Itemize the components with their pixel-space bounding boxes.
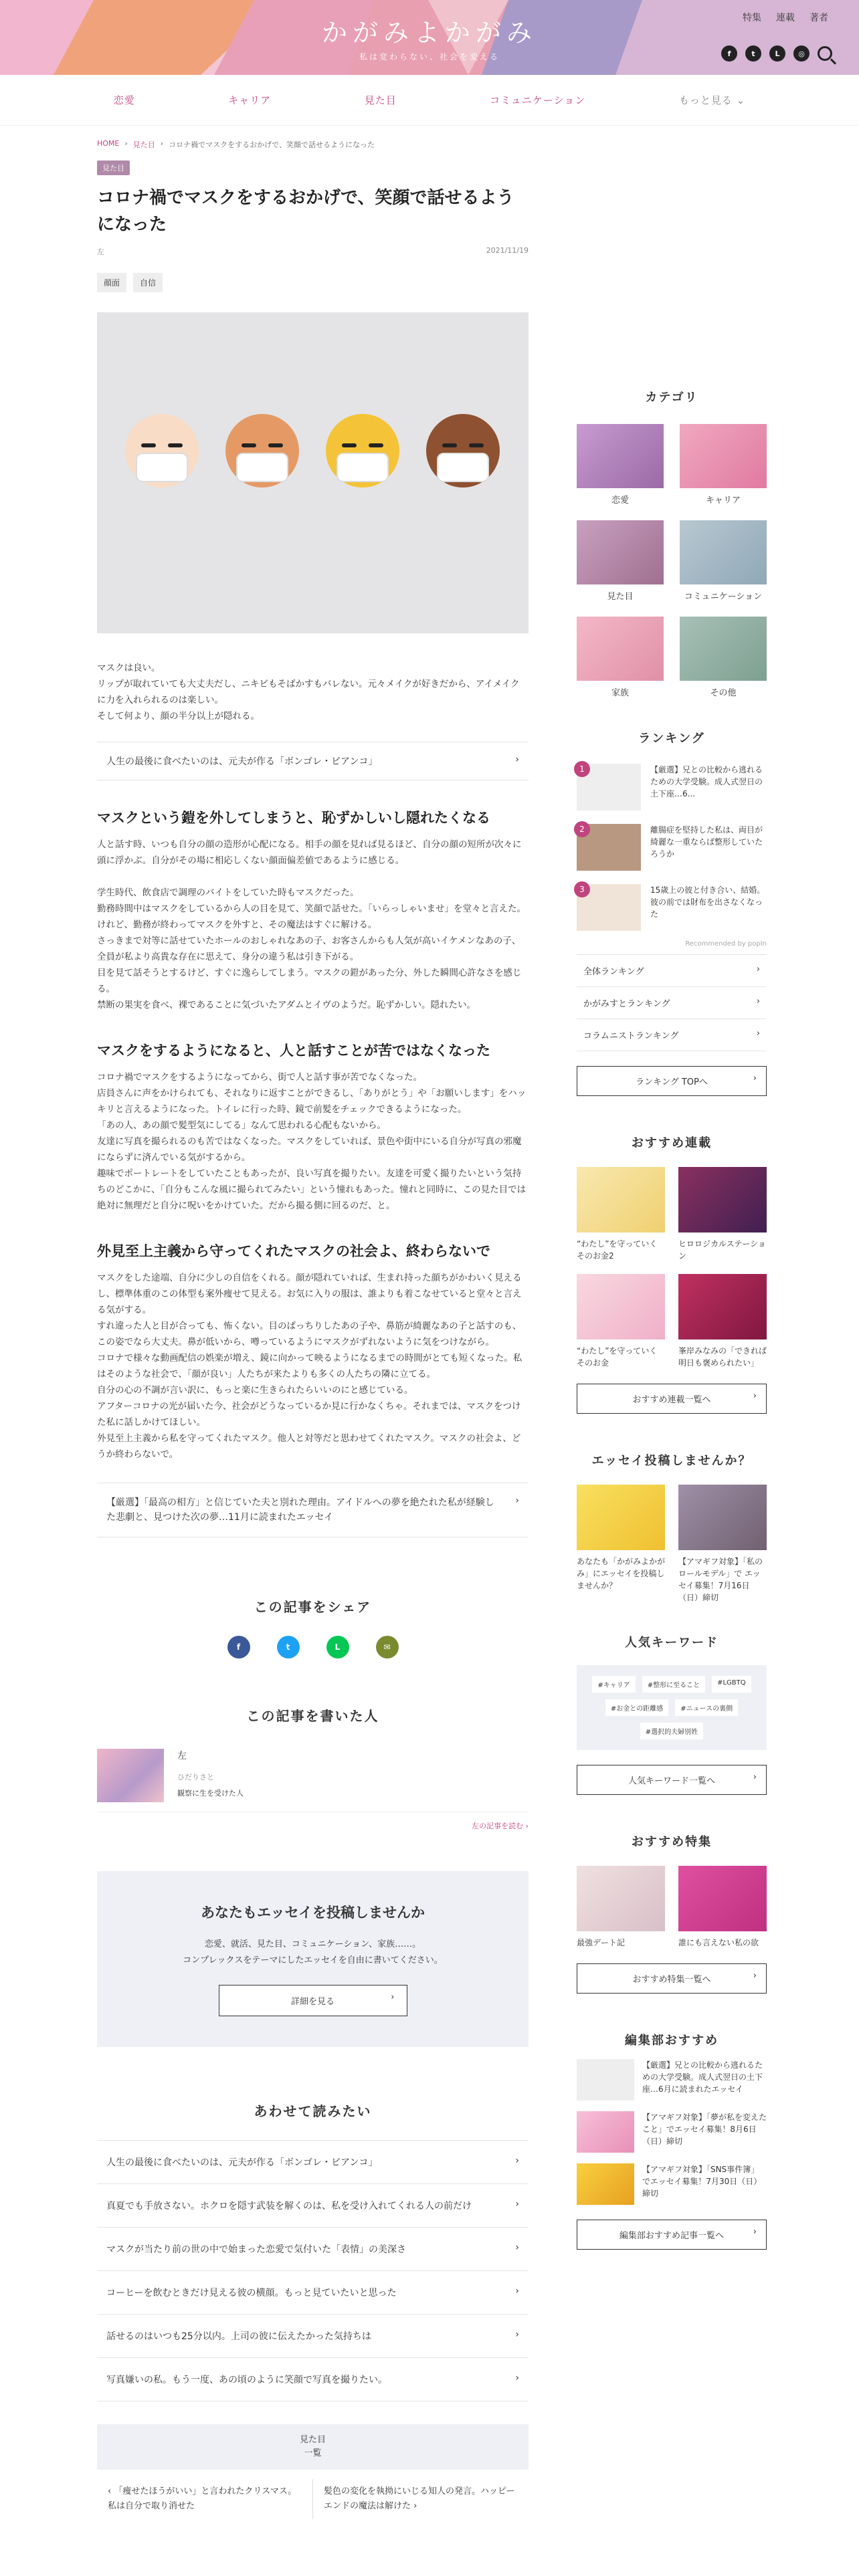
sidebar-category-love[interactable] <box>577 424 664 507</box>
paragraph: 「あの人、あの顔で髪型気にしてる」なんて思われる心配もないから。 <box>97 1120 386 1131</box>
face-illustration <box>125 414 199 488</box>
author-section-title: この記事を書いた人 <box>246 1708 379 1724</box>
article-author[interactable]: 左 <box>97 247 104 256</box>
ranking-link-all[interactable] <box>577 954 767 987</box>
inline-link-text: 【厳選】「最高の相方」と信じていた夫と別れた理由。アイドルへの夢を絶たれた私が経験した悲劇と、見つけた次の夢…11月に読まれたエッセイ <box>106 1497 494 1523</box>
category-label: コミュニケーション <box>684 592 763 602</box>
cta-details-button[interactable]: 詳細を見る › <box>219 1985 407 2016</box>
chevron-right-icon: › <box>515 2329 519 2340</box>
breadcrumb-current: コロナ禍でマスクをするおかげで、笑顔で話せるようになった <box>169 140 375 149</box>
category-label: 恋愛 <box>611 496 629 506</box>
essay-card[interactable] <box>577 1485 665 1604</box>
related-item-label: マスクが当たり前の世の中で始まった恋愛で気付いた「表情」の美深さ <box>106 2244 406 2255</box>
essay-card-label: あなたも「かがみよかがみ」にエッセイを投稿しませんか？ <box>577 1557 666 1590</box>
related-item[interactable] <box>97 2271 529 2315</box>
sidebar-category-communication[interactable] <box>680 520 767 603</box>
related-item-label: コーヒーを飲むときだけ見える彼の横顔。もっと見ていたいと思った <box>106 2288 397 2298</box>
catnav-label: 見た目 <box>299 2435 326 2445</box>
keywords-list-button[interactable]: 人気キーワード一覧へ › <box>577 1765 767 1795</box>
sidebar-category-other[interactable] <box>680 617 767 700</box>
intro-text <box>97 660 529 724</box>
chevron-right-icon: › <box>515 2155 519 2166</box>
editor-pick-label: 【アマギフ対象】「SNS事件簿」でエッセイ募集！7月30日（日）締切 <box>642 2165 762 2198</box>
cta-text <box>124 1937 502 1969</box>
sidebar-keywords-title: 人気キーワード <box>625 1636 719 1650</box>
feature-card[interactable] <box>678 1866 767 1949</box>
sidebar-essay-title: エッセイ投稿しませんか？ <box>591 1454 752 1468</box>
keyword-tag[interactable]: 自信 <box>133 273 163 292</box>
related-item[interactable] <box>97 2358 529 2401</box>
paragraph: 店員さんに声をかけられても、それなりに返すことができるし、「ありがとう」や「お願いします」をハッキリと言えるようになった。トイレに行った時、鏡で前髪をチェックできるようになった。 <box>97 1088 527 1115</box>
author-more-link[interactable]: 左の記事を読む › <box>472 1822 529 1830</box>
cta-title: あなたもエッセイを投稿しませんか <box>201 1905 425 1921</box>
related-item-label: 話せるのはいつも25分以内。上司の彼に伝えたかった気持ちは <box>106 2331 371 2342</box>
ranking-link-label: かがみすとランキング <box>583 999 670 1009</box>
intro-line: マスクは良い。 <box>97 663 161 673</box>
keyword-tag[interactable]: #ニュースの裏側 <box>675 1699 738 1716</box>
keyword-tag[interactable]: #お金との距離感 <box>605 1699 668 1716</box>
next-article-label: 髪色の変化を執拗にいじる知人の発言。ハッピーエンドの魔法は解けた <box>324 2486 515 2511</box>
prev-article-link[interactable]: ‹ 「痩せたほうがいい」と言われたクリスマス。私は自分で取り消せた <box>97 2479 313 2519</box>
author-kana: ひだりさと <box>177 1773 214 1782</box>
cta-line: 恋愛、就活、見た目、コミュニケーション、家族……。 <box>204 1939 421 1949</box>
keyword-cloud <box>577 1665 767 1750</box>
sidebar-series-title: おすすめ連載 <box>631 1136 712 1150</box>
section-heading: 外見至上主義から守ってくれたマスクの社会よ、終わらないで <box>97 1243 490 1259</box>
series-card[interactable] <box>577 1167 665 1262</box>
editor-pick-label: 【アマギフ対象】「夢が私を変えたこと」でエッセイ募集！8月6日（日）締切 <box>642 2113 767 2146</box>
inline-link-text: 人生の最後に食べたいのは、元夫が作る「ボンゴレ・ビアンコ」 <box>106 756 378 767</box>
ranking-link-label: 全体ランキング <box>583 967 644 977</box>
ranking-item[interactable] <box>577 757 767 817</box>
section-heading: マスクという鎧を外してしまうと、恥ずかしいし隠れたくなる <box>97 810 490 826</box>
section-text <box>97 837 529 1013</box>
site-tagline: 私は変わらない、社会を変える <box>359 52 500 62</box>
paragraph: 友達に写真を撮られるのも苦ではなくなった。マスクをしていれば、景色や街中にいる自分が写真の邪魔にならずに済んでいる気がするから。 <box>97 1136 522 1163</box>
nav-more-label: もっと見る <box>678 94 733 106</box>
series-card[interactable] <box>678 1167 767 1262</box>
article-meta <box>97 246 529 257</box>
series-card[interactable] <box>577 1274 665 1369</box>
related-item-label: 人生の最後に食べたいのは、元夫が作る「ボンゴレ・ビアンコ」 <box>106 2157 378 2168</box>
catnav-label: 一覧 <box>304 2448 322 2458</box>
essay-card-label: 【アマギフ対象】「私のロールモデル」で エッセイ募集！7月16日（日）締切 <box>678 1557 763 1602</box>
paragraph: さっきまで対等に話せていたホールのおしゃれなあの子、お客さんからも人気が高いイケメンなあの子、全員が私より高貴な存在に思えて、身分の違う私は引き下がる。 <box>97 936 521 962</box>
chevron-right-icon: › <box>515 754 519 765</box>
paragraph: すれ違った人と目が合っても、怖くない。目のぱっちりしたあの子や、鼻筋が綺麗なあの子と話すのも、この姿でなら大丈夫。鼻が低いから、噂っているようにマスクがずれないように気をつけながら。 <box>97 1321 522 1348</box>
series-list-button[interactable]: おすすめ連載一覧へ › <box>577 1384 767 1414</box>
twitter-icon[interactable]: t <box>745 45 761 62</box>
sidebar-categories-title: カテゴリ <box>645 391 698 405</box>
category-label: その他 <box>710 688 737 698</box>
editor-pick[interactable] <box>577 2163 767 2205</box>
sidebar <box>577 388 767 2250</box>
header-link-series[interactable]: 連載 <box>776 13 795 23</box>
editor-list-button[interactable]: 編集部おすすめ記事一覧へ › <box>577 2220 767 2250</box>
paragraph: 趣味でポートレートをしていたこともあったが、良い写真を撮りたい。友達を可愛く撮りたいという気持ちのどこかに、「自分もこんな風に撮られてみたい」という憧れもあった。憧れと同時に、この見た目では絶対に無理だと自分に呪いをかけていた。だから撮る側に回るのだ、と。 <box>97 1168 527 1211</box>
intro-line: リップが取れていても大丈夫だし、ニキビもそばかすもバレない。元々メイクが好きだから、アイメイクに力を入れられるのは楽しい。 <box>97 679 520 706</box>
article-pager <box>97 2479 529 2519</box>
author-section <box>97 1705 529 1831</box>
chevron-right-icon: › <box>515 2199 519 2210</box>
rank-number: 3 <box>574 881 590 897</box>
breadcrumb-category[interactable]: 見た目 <box>132 140 155 149</box>
chevron-right-icon: › <box>756 964 760 974</box>
chevron-right-icon: › <box>515 2286 519 2296</box>
paragraph: コロナ禍でマスクをするようになってから、街で人と話す事が苦でなくなった。 <box>97 1072 422 1083</box>
inline-article-link[interactable] <box>97 1483 529 1537</box>
related-item[interactable] <box>97 2184 529 2228</box>
breadcrumb-home[interactable]: HOME <box>97 139 120 148</box>
nav-item-love[interactable]: 恋愛 <box>113 94 135 106</box>
section-text <box>97 1069 529 1214</box>
author-more-label: 左の記事を読む <box>472 1822 524 1830</box>
keyword-tag[interactable]: 顔面 <box>97 273 126 292</box>
nav-item-more[interactable]: もっと見る ⌄ <box>678 94 746 106</box>
ranking-link-kagamist[interactable] <box>577 987 767 1019</box>
features-list-button[interactable]: おすすめ特集一覧へ › <box>577 1963 767 1994</box>
global-nav <box>0 75 859 126</box>
line-icon[interactable]: L <box>326 1636 349 1658</box>
face-illustration <box>225 414 299 488</box>
ranking-link-columnist[interactable] <box>577 1019 767 1051</box>
line-icon[interactable]: L <box>769 45 785 62</box>
ranking-title: 離腸症を堅持した私は、両目が綺麗な一重ならば整形していたろうか <box>650 825 763 859</box>
paragraph: マスクをした途端、自分に少しの自信をくれる。顔が隠れていれば、生まれ持った顔ちがかわいく見えるし、標準体重のこの体型も案外痩せて見える。お気に入りの服は、誰よりも着こなせていると堂々と言える気がする。 <box>97 1273 522 1315</box>
inline-article-link[interactable] <box>97 742 529 780</box>
paragraph: 勤務時間中はマスクをしているから人の目を見て、笑顔で話せた。「いらっしゃいませ」を堂々と言えた。けれど、勤務が終わってマスクを外すと、その魔法はすぐに解ける。 <box>97 903 526 930</box>
chevron-right-icon: › <box>515 2373 519 2383</box>
ranking-title: 15歳上の彼と付き合い、結婚。彼の前では財布を出さなくなった <box>650 885 765 919</box>
related-item[interactable] <box>97 2315 529 2358</box>
sidebar-ranking-title: ランキング <box>638 732 705 746</box>
sidebar-editor-title: 編集部おすすめ <box>624 2034 719 2048</box>
nav-item-career[interactable]: キャリア <box>228 94 272 106</box>
ranking-top-button[interactable]: ランキング TOPへ › <box>577 1066 767 1096</box>
article-title: コロナ禍でマスクをするおかげで、笑顔で話せるようになった <box>97 188 514 235</box>
related-item-label: 写真嫌いの私。もう一度、あの頃のように笑顔で写真を撮りたい。 <box>106 2375 387 2385</box>
header-links <box>743 11 828 24</box>
popin-credit: Recommended by popIn <box>685 940 767 948</box>
rank-number: 2 <box>574 821 590 837</box>
related-item[interactable] <box>97 2140 529 2184</box>
author-bio: 観察に生を受けた人 <box>177 1789 244 1798</box>
section-heading: マスクをするようになると、人と話すことが苦ではなくなった <box>97 1043 490 1059</box>
keyword-tag[interactable]: #LGBTQ <box>712 1676 751 1693</box>
keyword-tag[interactable]: #キャリア <box>592 1676 635 1693</box>
facebook-icon[interactable]: f <box>721 45 737 62</box>
series-card-label: “わたし”を守っていくそのお金2 <box>577 1239 658 1261</box>
paragraph: アフターコロナの光が届いた今、社会がどうなっているか見に行かなくちゃ。それまでは、マスクをつけた私に話しかけてほしい。 <box>97 1401 521 1428</box>
sidebar-category-career[interactable] <box>680 424 767 507</box>
essay-card[interactable] <box>678 1485 767 1604</box>
paragraph: 目を見て話そうとするけど、すぐに逸らしてしまう。マスクの鎧があった分、外した瞬間心許なさを感じる。 <box>97 968 522 994</box>
paragraph: コロナで様々な動画配信の娯楽が増え、鏡に向かって映るようになるまでの時間がとても短くなった。私はそのような社会で、「顔が良い」人たちが来たよりも多くの人たちの隣に立てる。 <box>97 1353 522 1380</box>
related-title: あわせて読みたい <box>254 2103 372 2119</box>
feature-card-label: 最強デート記 <box>577 1938 626 1947</box>
header-link-feature[interactable]: 特集 <box>743 13 761 23</box>
breadcrumb: HOME › 見た目 › コロナ禍でマスクをするおかげで、笑顔で話せるようになった <box>97 139 375 149</box>
nav-item-looks[interactable]: 見た目 <box>364 94 397 106</box>
paragraph: 禁断の果実を食べ、裸であることに気づいたアダムとイヴのようだ。恥ずかしい。隠れたい。 <box>97 1000 476 1010</box>
search-icon[interactable] <box>818 46 832 61</box>
series-card-label: 峯岸みなみの「できれば明日も褒められたい」 <box>678 1346 767 1368</box>
share-section <box>97 1596 529 1658</box>
related-item[interactable] <box>97 2228 529 2271</box>
editor-pick-label: 【厳選】兄との比較から逃れるための大学受験。成人式翌日の土下座…6月に読まれたエッセイ <box>642 2060 763 2094</box>
site-logo[interactable]: かがみよかがみ <box>321 18 537 47</box>
series-card[interactable] <box>678 1274 767 1369</box>
editor-pick[interactable] <box>577 2111 767 2153</box>
author-name[interactable]: 左 <box>177 1751 187 1761</box>
feature-card-label: 誰にも言えない私の欲 <box>678 1938 759 1947</box>
ranking-item[interactable] <box>577 817 767 877</box>
related-section <box>97 2101 529 2401</box>
article-main <box>97 160 529 2519</box>
rank-number: 1 <box>574 761 590 777</box>
twitter-icon[interactable]: t <box>277 1636 300 1658</box>
chevron-right-icon: › <box>756 1029 760 1039</box>
category-label: 家族 <box>611 688 629 698</box>
ranking-link-label: コラムニストランキング <box>583 1031 679 1041</box>
article-date: 2021/11/19 <box>486 246 529 255</box>
feature-card[interactable] <box>577 1866 665 1949</box>
site-header <box>0 0 859 75</box>
paragraph: 人と話す時、いつも自分の顔の造形が心配になる。相手の顔を見れば見るほど、自分の顔の短所が次々に頭に浮かぶ。自分がその場に相応しくない顔面偏差値であるように感じる。 <box>97 839 522 866</box>
instagram-icon[interactable]: ◎ <box>793 45 809 62</box>
author-avatar[interactable] <box>97 1749 164 1802</box>
paragraph: 学生時代、飲食店で調理のバイトをしていた時もマスクだった。 <box>97 887 359 898</box>
paragraph: 自分の心の不調が言い訳に、もっと楽に生きられたらいいのにと感じている。 <box>97 1385 413 1396</box>
social-links <box>721 45 832 62</box>
article-keywords <box>97 273 529 292</box>
next-article-link[interactable]: 髪色の変化を執拗にいじる知人の発言。ハッピーエンドの魔法は解けた › <box>324 2486 515 2511</box>
ranking-item[interactable] <box>577 877 767 938</box>
category-badge[interactable]: 見た目 <box>97 160 130 175</box>
category-label: キャリア <box>705 496 741 506</box>
sidebar-features-title: おすすめ特集 <box>631 1835 712 1849</box>
prev-article-label: 「痩せたほうがいい」と言われたクリスマス。私は自分で取り消せた <box>108 2486 297 2511</box>
sidebar-category-looks[interactable] <box>577 520 664 603</box>
hero-image <box>97 312 529 633</box>
related-item-label: 真夏でも手放さない。ホクロを隠す武装を解くのは、私を受け入れてくれる人の前だけ <box>106 2201 472 2212</box>
category-label: 見た目 <box>607 592 634 602</box>
section-text <box>97 1270 529 1463</box>
paragraph: 外見至上主義から私を守ってくれたマスク。他人と対等だと思わせてくれたマスク。マスクの社会よ、どうか終わらないで。 <box>97 1433 521 1460</box>
chevron-right-icon: › <box>515 1495 519 1506</box>
essay-cta <box>97 1871 529 2047</box>
header-link-authors[interactable]: 著者 <box>809 13 828 23</box>
face-illustration <box>326 414 399 488</box>
share-title: この記事をシェア <box>254 1599 372 1615</box>
intro-line: そして何より、顔の半分以上が隠れる。 <box>97 711 260 722</box>
keyword-tag[interactable]: #整形に至ること <box>642 1676 705 1693</box>
category-list-link[interactable] <box>97 2424 529 2470</box>
nav-item-communication[interactable]: コミュニケーション <box>490 94 586 106</box>
keyword-tag[interactable]: #選択的夫婦別姓 <box>640 1723 703 1739</box>
facebook-icon[interactable]: f <box>227 1636 250 1658</box>
series-card-label: “わたし”を守っていくそのお金 <box>577 1346 658 1368</box>
series-card-label: ヒロロジカルステーション <box>678 1239 766 1261</box>
ranking-title: 【厳選】兄との比較から逃れるための大学受験。成人式翌日の土下座…6... <box>650 765 763 798</box>
sidebar-category-family[interactable] <box>577 617 664 700</box>
cta-line: コンプレックスをテーマにしたエッセイを自由に書いてください。 <box>183 1955 443 1965</box>
mail-icon[interactable]: ✉ <box>376 1636 399 1658</box>
chevron-right-icon: › <box>515 2242 519 2253</box>
face-illustration <box>426 414 500 488</box>
editor-pick[interactable] <box>577 2059 767 2101</box>
chevron-right-icon: › <box>756 996 760 1006</box>
